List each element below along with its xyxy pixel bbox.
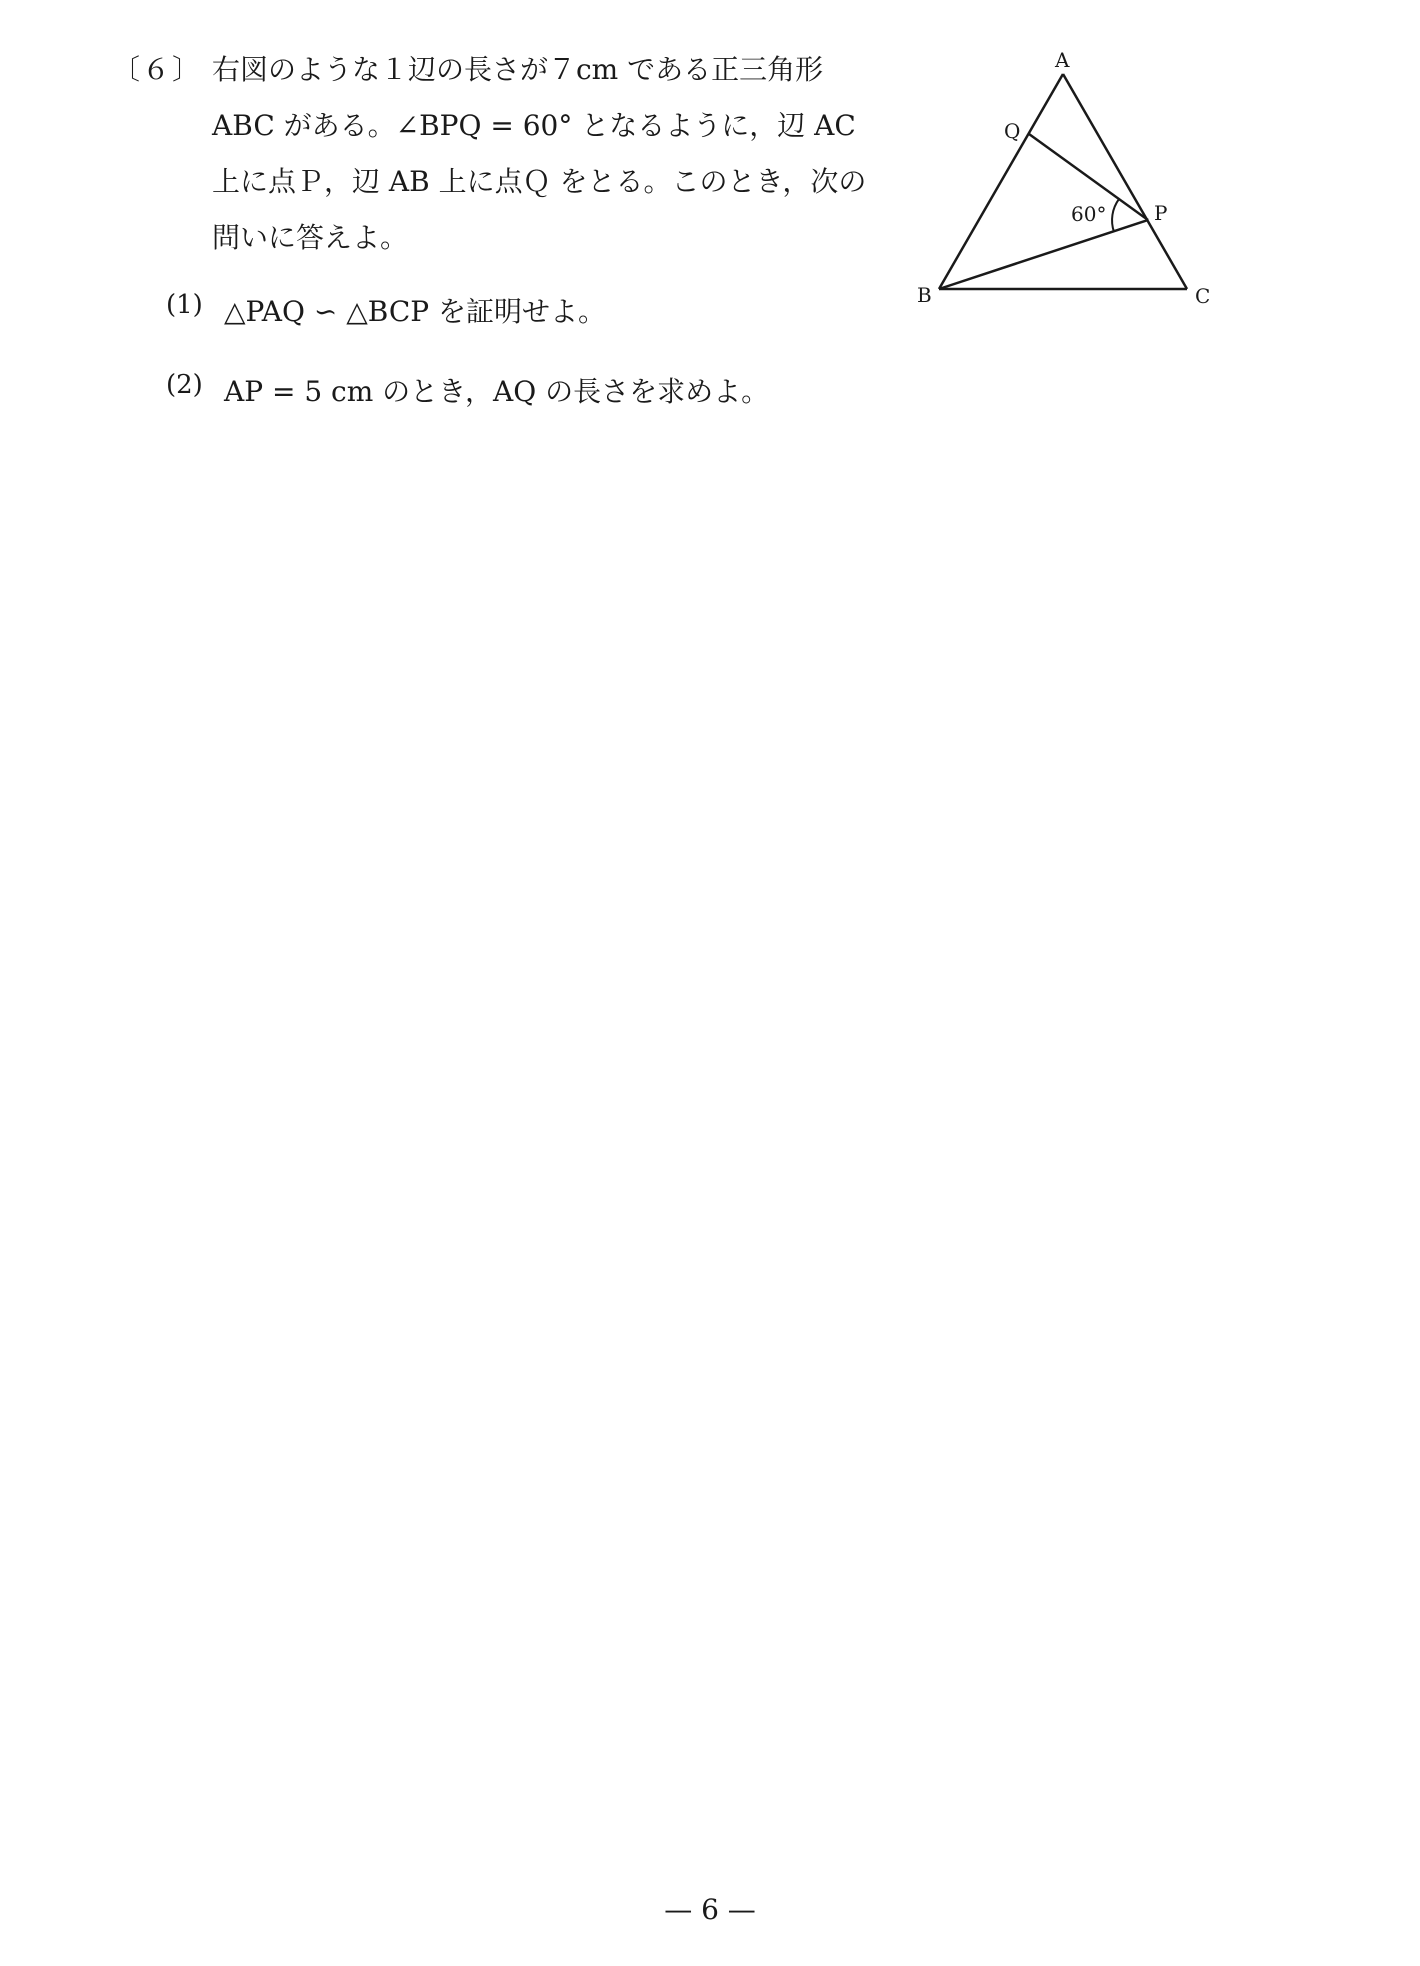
label-angle: 60° (1071, 202, 1107, 226)
triangle-figure (900, 40, 1240, 330)
problem-number: 〔６〕 (112, 53, 203, 86)
problem-stem-line-3: 上に点Ｐ，辺 AB 上に点Ｑ をとる。このとき，次の (212, 165, 867, 198)
question-1-text: △PAQ ∽ △BCP を証明せよ。 (224, 295, 607, 328)
label-a: A (1055, 48, 1070, 72)
label-b: B (917, 283, 932, 307)
question-2-label: (2) (166, 370, 203, 400)
side-ab (939, 74, 1063, 289)
problem-stem-line-2: ABC がある。∠BPQ = 60° となるように，辺 AC (212, 109, 856, 142)
side-ac (1063, 74, 1187, 289)
question-2-text: AP = 5 cm のとき，AQ の長さを求めよ。 (224, 375, 770, 408)
label-q: Q (1004, 119, 1021, 143)
angle-arc (1112, 199, 1119, 232)
segment-bp (939, 220, 1148, 289)
label-c: C (1195, 284, 1211, 308)
problem-stem-line-4: 問いに答えよ。 (212, 221, 409, 254)
question-1-label: (1) (166, 290, 203, 320)
problem-stem-line-1: 右図のような１辺の長さが７cm である正三角形 (212, 53, 824, 86)
label-p: P (1154, 201, 1168, 225)
page-number: — 6 — (664, 1893, 756, 1926)
